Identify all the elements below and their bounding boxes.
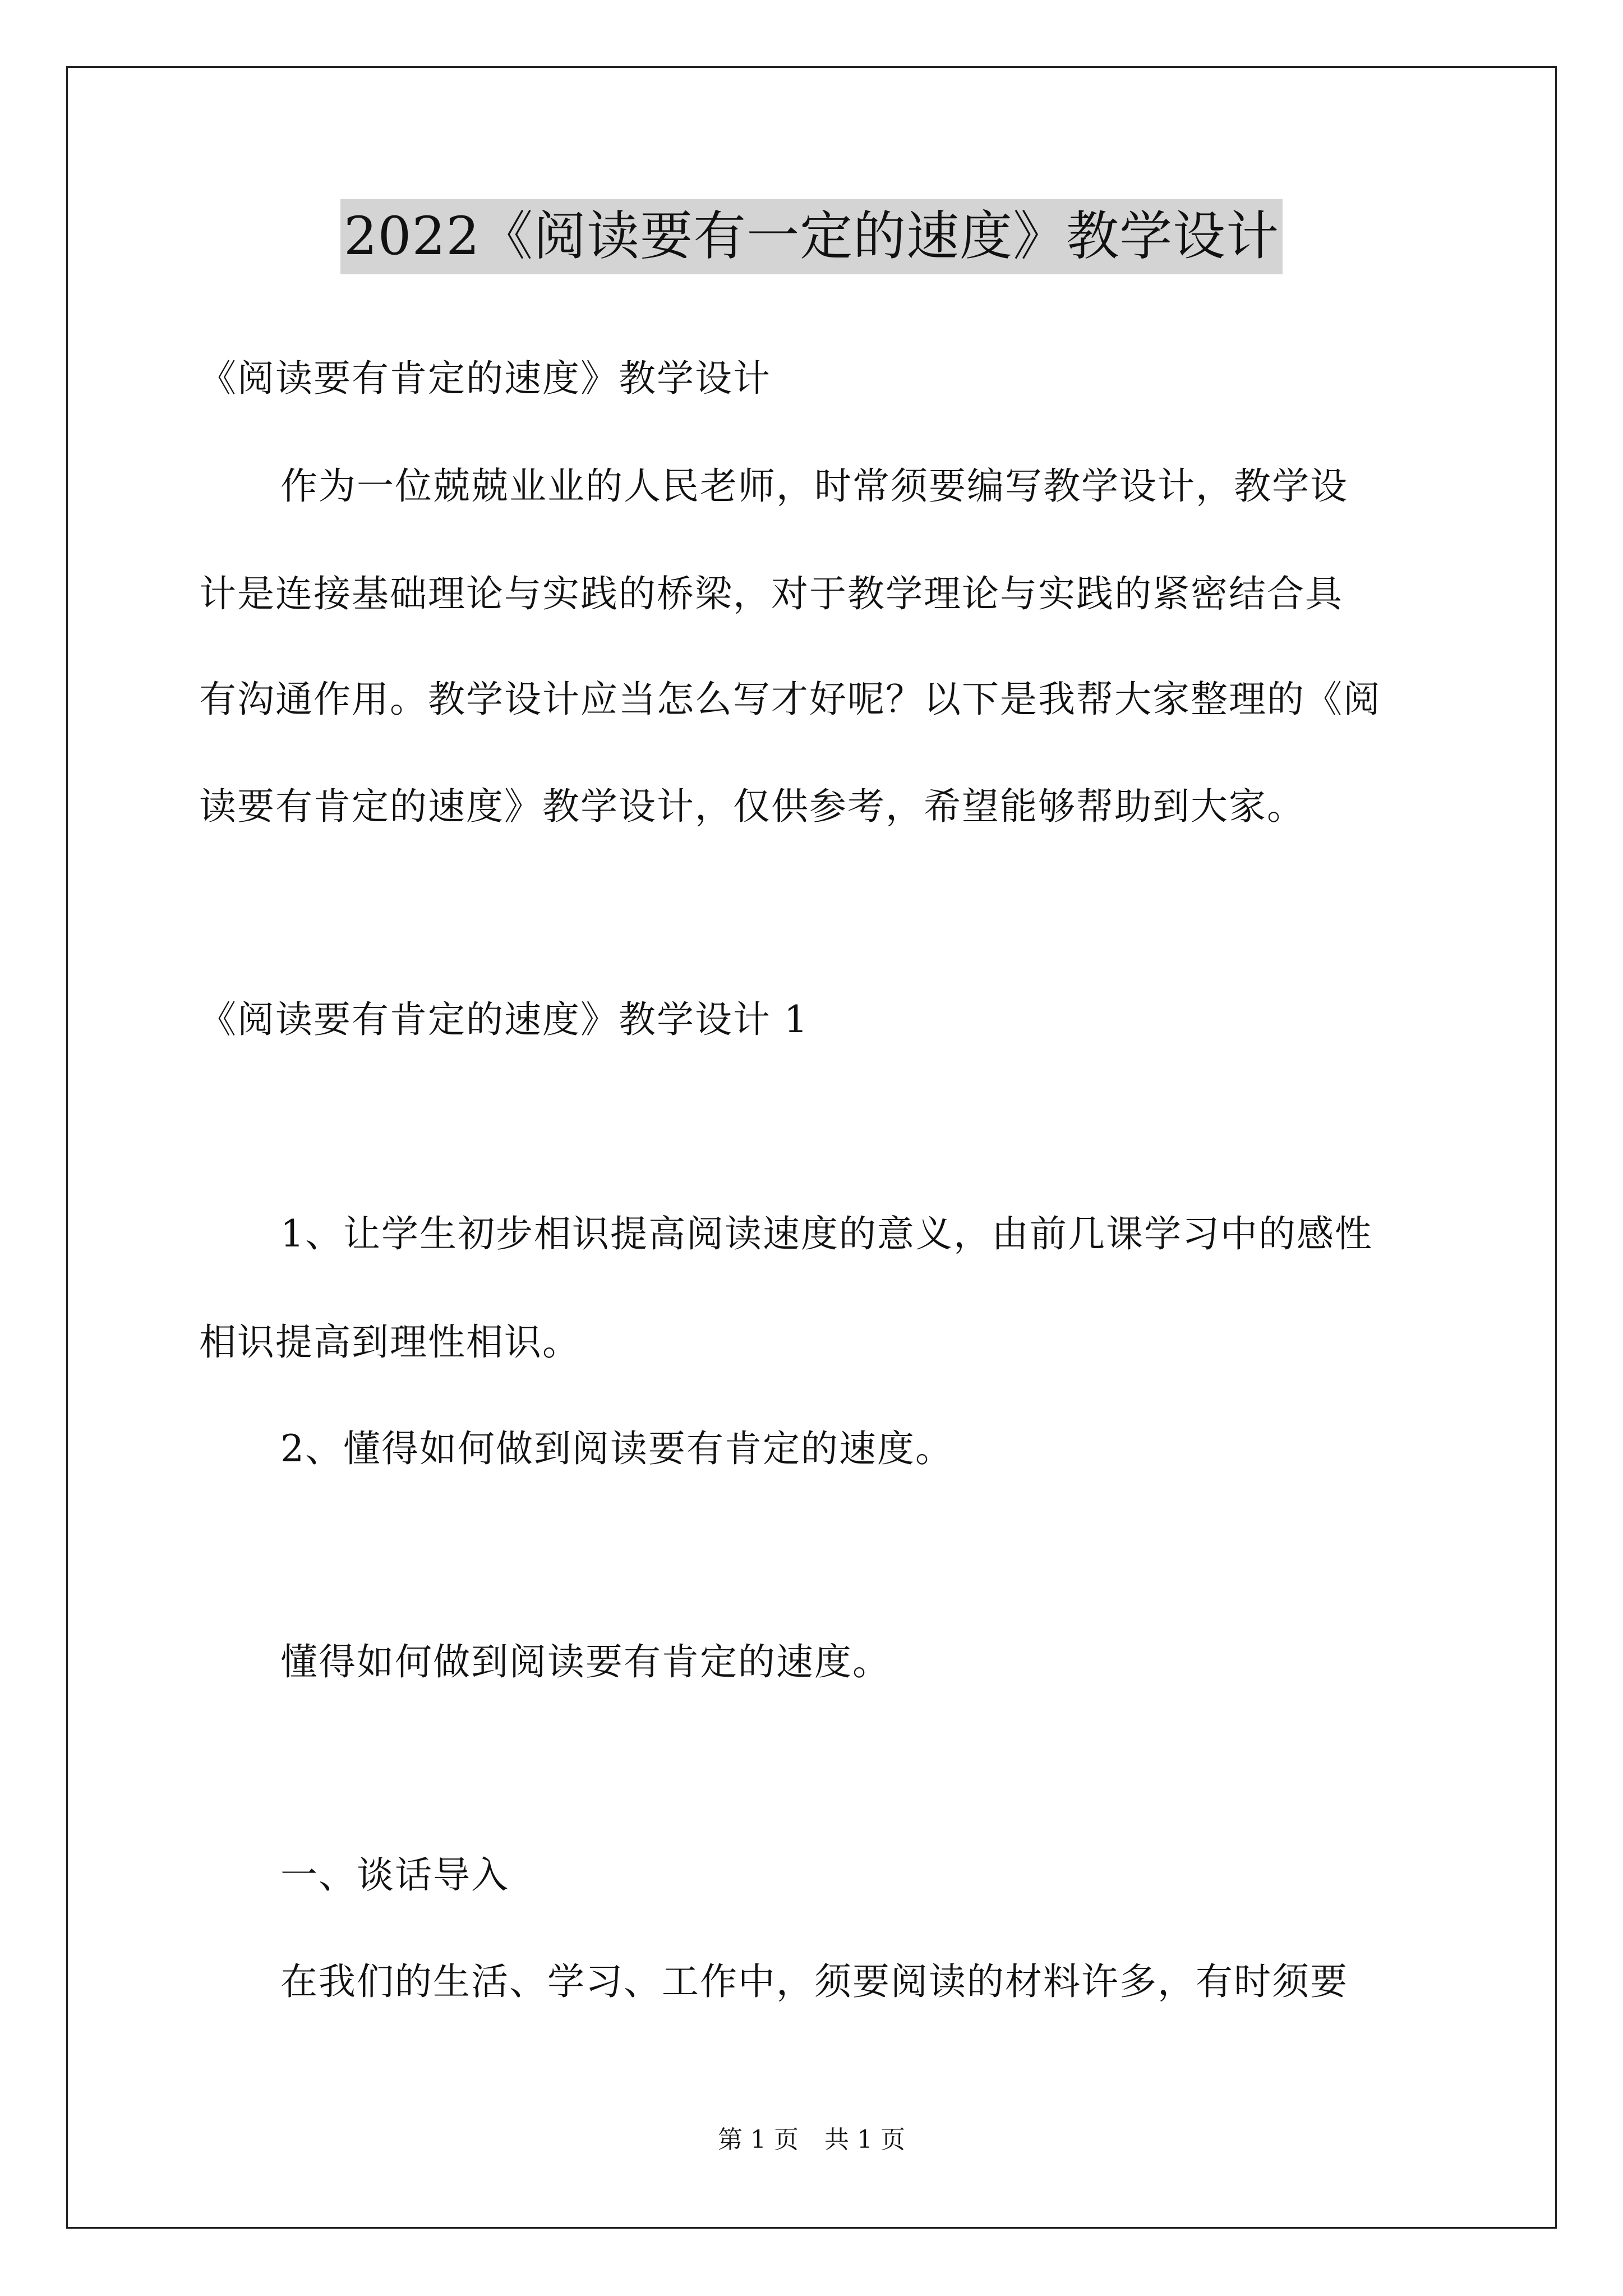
section-heading: 《阅读要有肯定的速度》教学设计 1	[199, 998, 809, 1041]
page-total: 共 1 页	[824, 2125, 905, 2154]
document-title: 2022《阅读要有一定的速度》教学设计	[340, 199, 1283, 274]
section-heading: 一、谈话导入	[280, 1853, 509, 1897]
title-container	[0, 199, 1623, 274]
subtitle-line: 《阅读要有肯定的速度》教学设计	[199, 357, 771, 400]
body-line: 懂得如何做到阅读要有肯定的速度。	[280, 1640, 891, 1683]
page-number: 第 1 页	[718, 2125, 799, 2154]
body-line: 读要有肯定的速度》教学设计，仅供参考，希望能够帮助到大家。	[199, 785, 1305, 828]
body-line: 2、懂得如何做到阅读要有肯定的速度。	[280, 1427, 953, 1470]
page-footer	[0, 2123, 1623, 2157]
body-line: 有沟通作用。教学设计应当怎么写才好呢？以下是我帮大家整理的《阅	[199, 678, 1381, 721]
body-line: 计是连接基础理论与实践的桥梁，对于教学理论与实践的紧密结合具	[199, 572, 1343, 615]
body-line: 1、让学生初步相识提高阅读速度的意义，由前几课学习中的感性	[280, 1212, 1373, 1255]
body-line: 作为一位兢兢业业的人民老师，时常须要编写教学设计，教学设	[280, 464, 1348, 508]
body-line: 相识提高到理性相识。	[199, 1320, 580, 1364]
body-line: 在我们的生活、学习、工作中，须要阅读的材料许多，有时须要	[280, 1960, 1348, 2003]
